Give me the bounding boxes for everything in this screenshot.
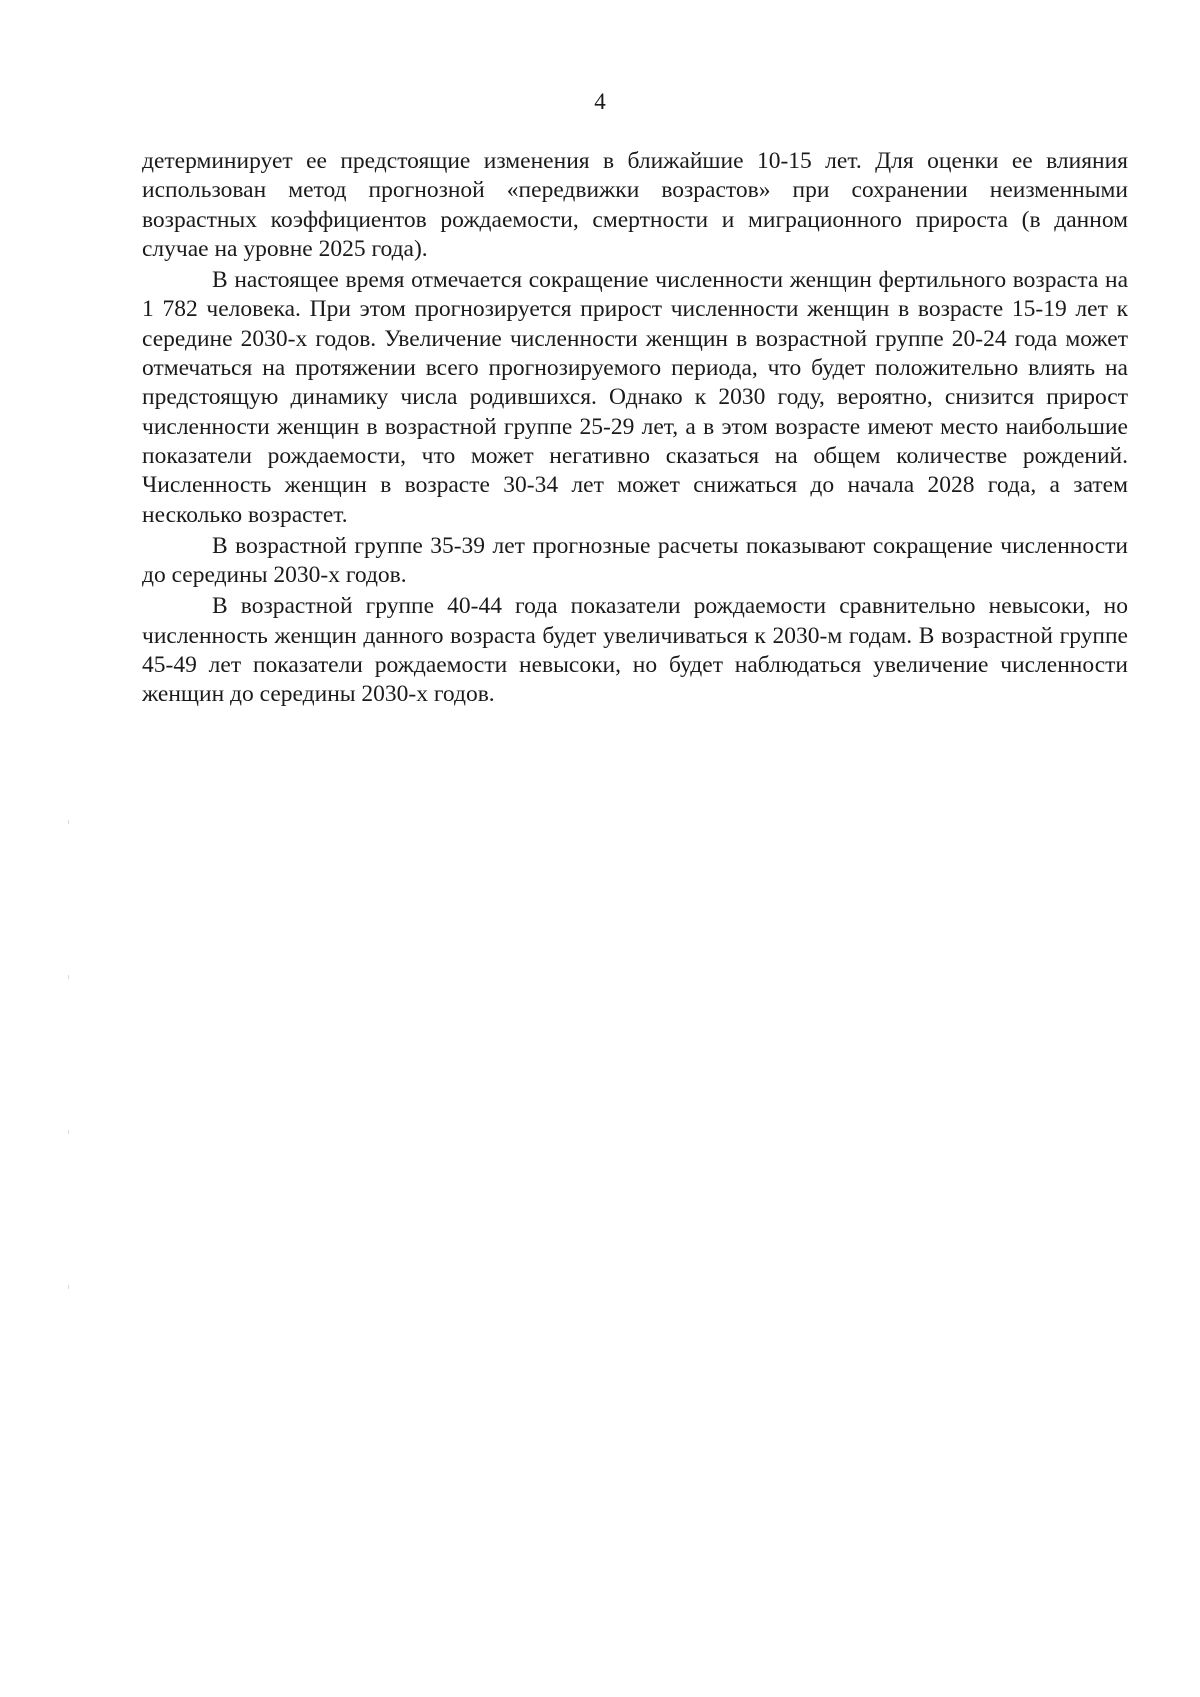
page-number: 4 <box>594 89 606 114</box>
scan-artifact <box>68 1130 69 1134</box>
paragraph-fertile-age-women: В настоящее время отмечается сокращение численности женщин фертильного возраста на 1 782 человека. При этом прогнозируется прирост численности женщин в возрасте 15-19 лет к середине 2030-х годов. Увеличение численности женщин в возрастной группе 20-24 года может отмечаться на протяжении всего прогнозируемого периода, что будет положительно влиять на предстоящую динамику числа родившихся. Однако к 2030 году, вероятно, снизится прирост численности женщин в возрастной группе 25-29 лет, а в этом возрасте имеют место наибольшие показатели рождаемости, что может негативно сказаться на общем количестве рождений. Численность женщин в возрасте 30-34 лет может снижаться до начала 2028 года, а затем несколько возрастет. <box>142 267 1128 528</box>
paragraph-age-35-39: В возрастной группе 35-39 лет прогнозные расчеты показывают сокращение численности до середины 2030-х годов. <box>142 532 1128 589</box>
scan-artifact <box>68 975 69 979</box>
paragraph-continuation: детерминирует ее предстоящие изменения в ближайшие 10-15 лет. Для оценки ее влияния использован метод прогнозной «передвижки возрастов» при сохранении неизменными возрастных коэффициентов рождаемости, смертности и миграционного прироста (в данном случае на уровне 2025 года). <box>142 148 1128 262</box>
scan-artifact <box>68 820 69 824</box>
scan-artifact <box>68 1285 69 1289</box>
paragraph-age-40-49: В возрастной группе 40-44 года показатели рождаемости сравнительно невысоки, но численность женщин данного возраста будет увеличиваться к 2030-м годам. В возрастной группе 45-49 лет показатели рождаемости невысоки, но будет наблюдаться увеличение численности женщин до середины 2030-х годов. <box>142 593 1128 708</box>
document-body <box>142 147 1128 712</box>
